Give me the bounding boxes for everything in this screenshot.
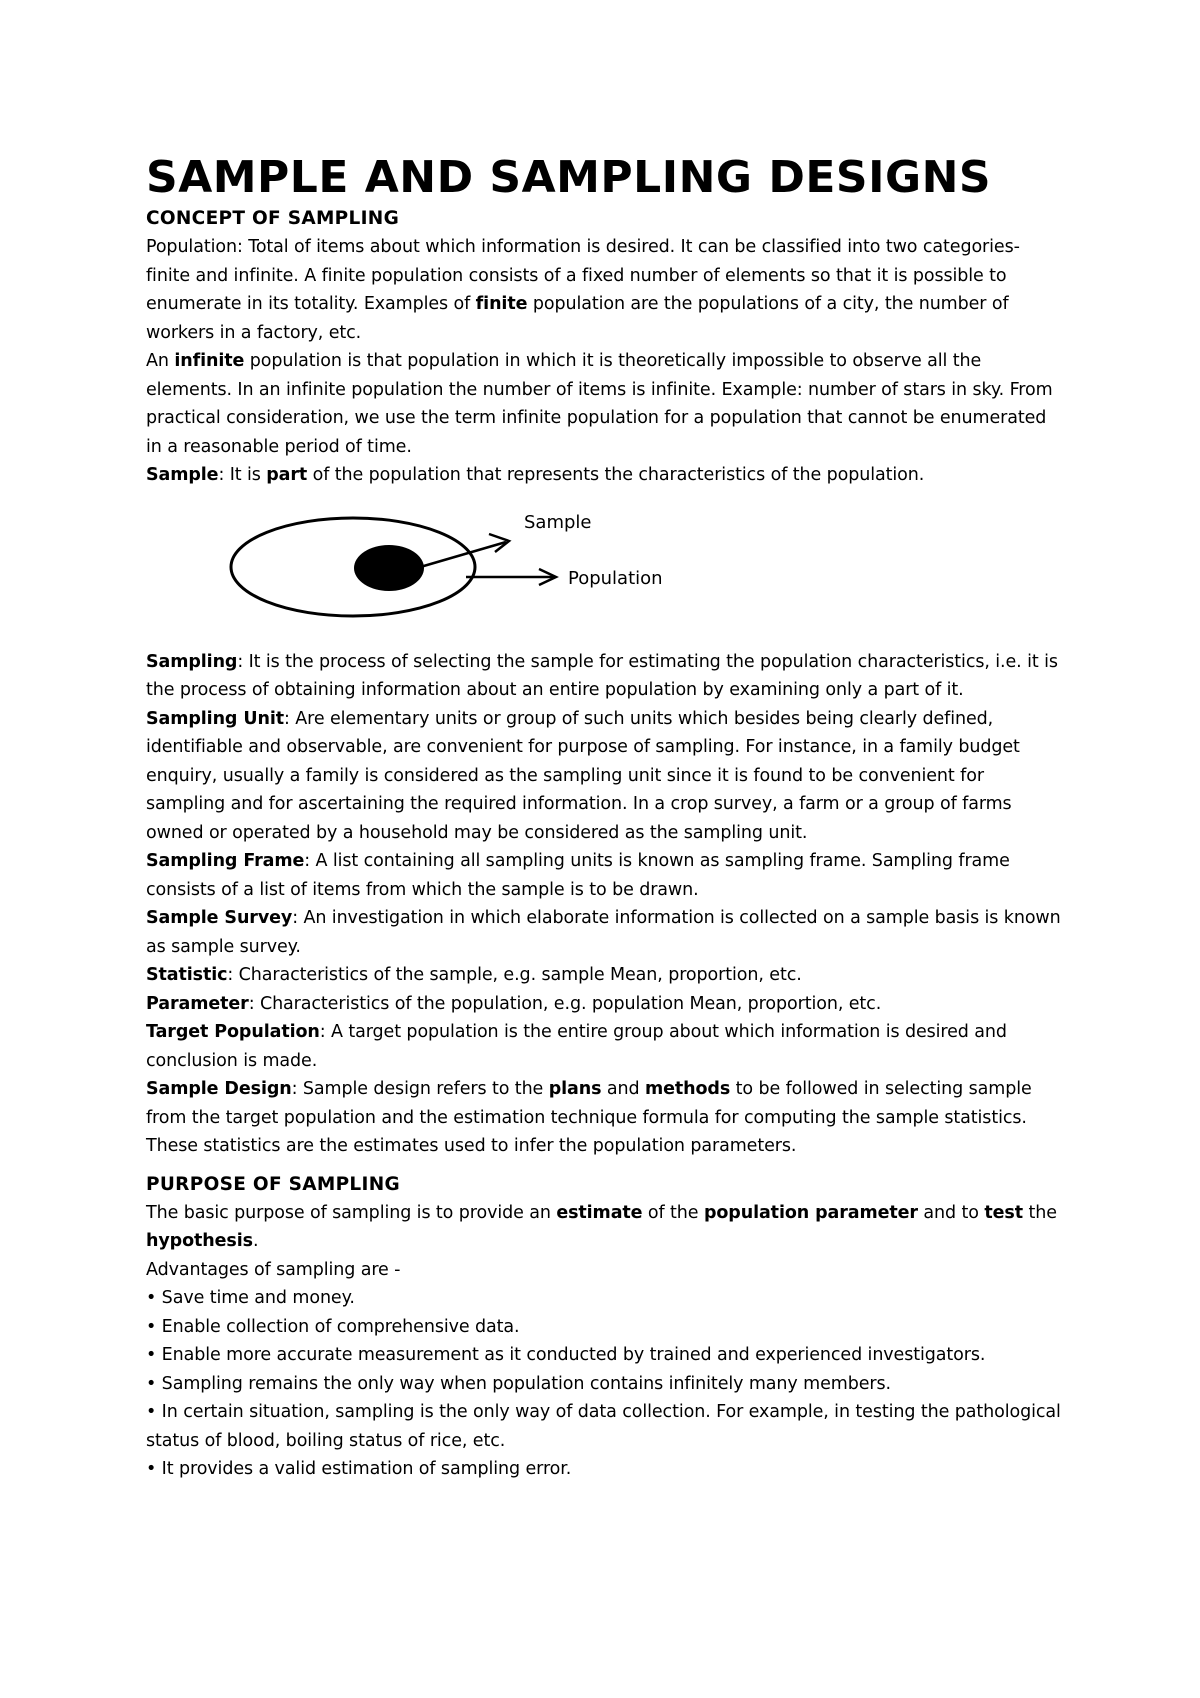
text-run: and [601,1079,645,1099]
advantage-item: • Sampling remains the only way when population contains infinitely many members. [146,1373,891,1394]
paragraph-sample-survey [146,904,1066,961]
advantages-intro: Advantages of sampling are - [146,1259,401,1280]
text-run: to be followed in selecting sample from the target population and the estimation technique formula for computing the sample statistics. These statistics are the estimates used to infer the population parameters. [146,1079,1032,1156]
paragraph-population [146,233,1066,347]
bold-term: part [266,465,308,485]
term-target-population: Target Population [146,1022,320,1042]
text-run: : Characteristics of the population, e.g. population Mean, proportion, etc. [248,993,882,1014]
bold-term: hypothesis [146,1231,253,1251]
bold-term: test [984,1202,1023,1223]
population-label: Population [568,567,663,589]
paragraph-sample [146,461,1066,490]
text-run: : Are elementary units or group of such units which besides being clearly defined, identifiable and observable, are convenient for purpose of sampling. For instance, in a family budget enquiry, usually a family is considered as the sampling unit since it is found to be convenient for sampling and for ascertaining the required information. In a crop survey, a farm or a group of farms owned or operated by a household may be considered as the sampling unit. [146,708,1020,843]
paragraph-sampling [146,648,1066,705]
term-sampling-unit: Sampling Unit [146,708,284,729]
text-run: : Sample design refers to the [291,1079,549,1099]
text-run: : It is [218,465,267,485]
term-parameter: Parameter [146,993,249,1014]
paragraph-purpose [146,1199,1066,1256]
sample-label: Sample [524,511,592,533]
bold-term: plans [548,1079,602,1099]
bold-term: methods [644,1079,731,1099]
bold-term: population parameter [703,1202,918,1223]
text-run: The basic purpose of sampling is to provide an [146,1202,557,1223]
text-run: the [1022,1202,1057,1223]
advantage-item: • Enable collection of comprehensive data. [146,1316,520,1337]
paragraph-statistic [146,961,1066,990]
text-run: An [146,351,175,371]
term-sampling: Sampling [146,651,238,672]
text-run: : A list containing all sampling units is known as sampling frame. Sampling frame consists of a list of items from which the sample is to be drawn. [146,851,1010,900]
text-run: of the [642,1202,704,1223]
bold-term: estimate [556,1202,643,1223]
text-run: : An investigation in which elaborate information is collected on a sample basis is known as sample survey. [146,908,1061,957]
document-title: SAMPLE AND SAMPLING DESIGNS [146,152,992,203]
section-heading-purpose: PURPOSE OF SAMPLING [146,1173,400,1195]
advantage-item: • Save time and money. [146,1288,355,1308]
advantage-item: • Enable more accurate measurement as it conducted by trained and experienced investigators. [146,1345,986,1365]
sample-population-diagram [146,490,1066,648]
text-run: : A target population is the entire group about which information is desired and conclusion is made. [146,1022,1007,1071]
text-run: : Characteristics of the sample, e.g. sample Mean, proportion, etc. [227,965,802,985]
advantage-item: • In certain situation, sampling is the only way of data collection. For example, in testing the pathological status of blood, boiling status of rice, etc. [146,1402,1061,1451]
paragraph-sampling-unit [146,705,1066,848]
text-run: and to [917,1202,985,1223]
paragraph-sampling-frame [146,847,1066,904]
bold-term: infinite [174,351,245,371]
term-sample-design: Sample Design [146,1079,292,1099]
paragraph-parameter [146,990,1066,1019]
text-run: : It is the process of selecting the sample for estimating the population characteristics, i.e. it is the process of obtaining information about an entire population by examining only a part of it. [146,651,1058,700]
population-ellipse [231,518,475,616]
text-run: . [252,1231,259,1251]
term-statistic: Statistic [146,965,228,985]
section-gap [146,1161,1066,1171]
section-heading-concept: CONCEPT OF SAMPLING [146,208,400,229]
text-run: Population: Total of items about which information is desired. It can be classified into two categories- finite and infinite. A finite population consists of a fixed number of elements so that it is possible to enumerate in its totality. Examples of [146,237,1020,314]
sample-arrow-line [410,542,506,570]
text-run: population are the populations of a city, the number of workers in a factory, etc. [146,294,1009,343]
text-run: of the population that represents the characteristics of the population. [307,465,925,485]
paragraph-target-population [146,1018,1066,1075]
bold-term: finite [475,294,528,314]
term-sample-survey: Sample Survey [146,908,293,928]
paragraph-sample-design [146,1075,1066,1161]
term-sample: Sample [146,465,219,485]
paragraph-infinite [146,347,1066,461]
term-sampling-frame: Sampling Frame [146,851,305,871]
advantage-item: • It provides a valid estimation of sampling error. [146,1459,572,1479]
document-page [146,150,1066,1484]
text-run: population is that population in which it is theoretically impossible to observe all the elements. In an infinite population the number of items is infinite. Example: number of stars in sky. From practical consideration, we use the term infinite population for a population that cannot be enumerated in a reasonable period of time. [146,351,1053,457]
